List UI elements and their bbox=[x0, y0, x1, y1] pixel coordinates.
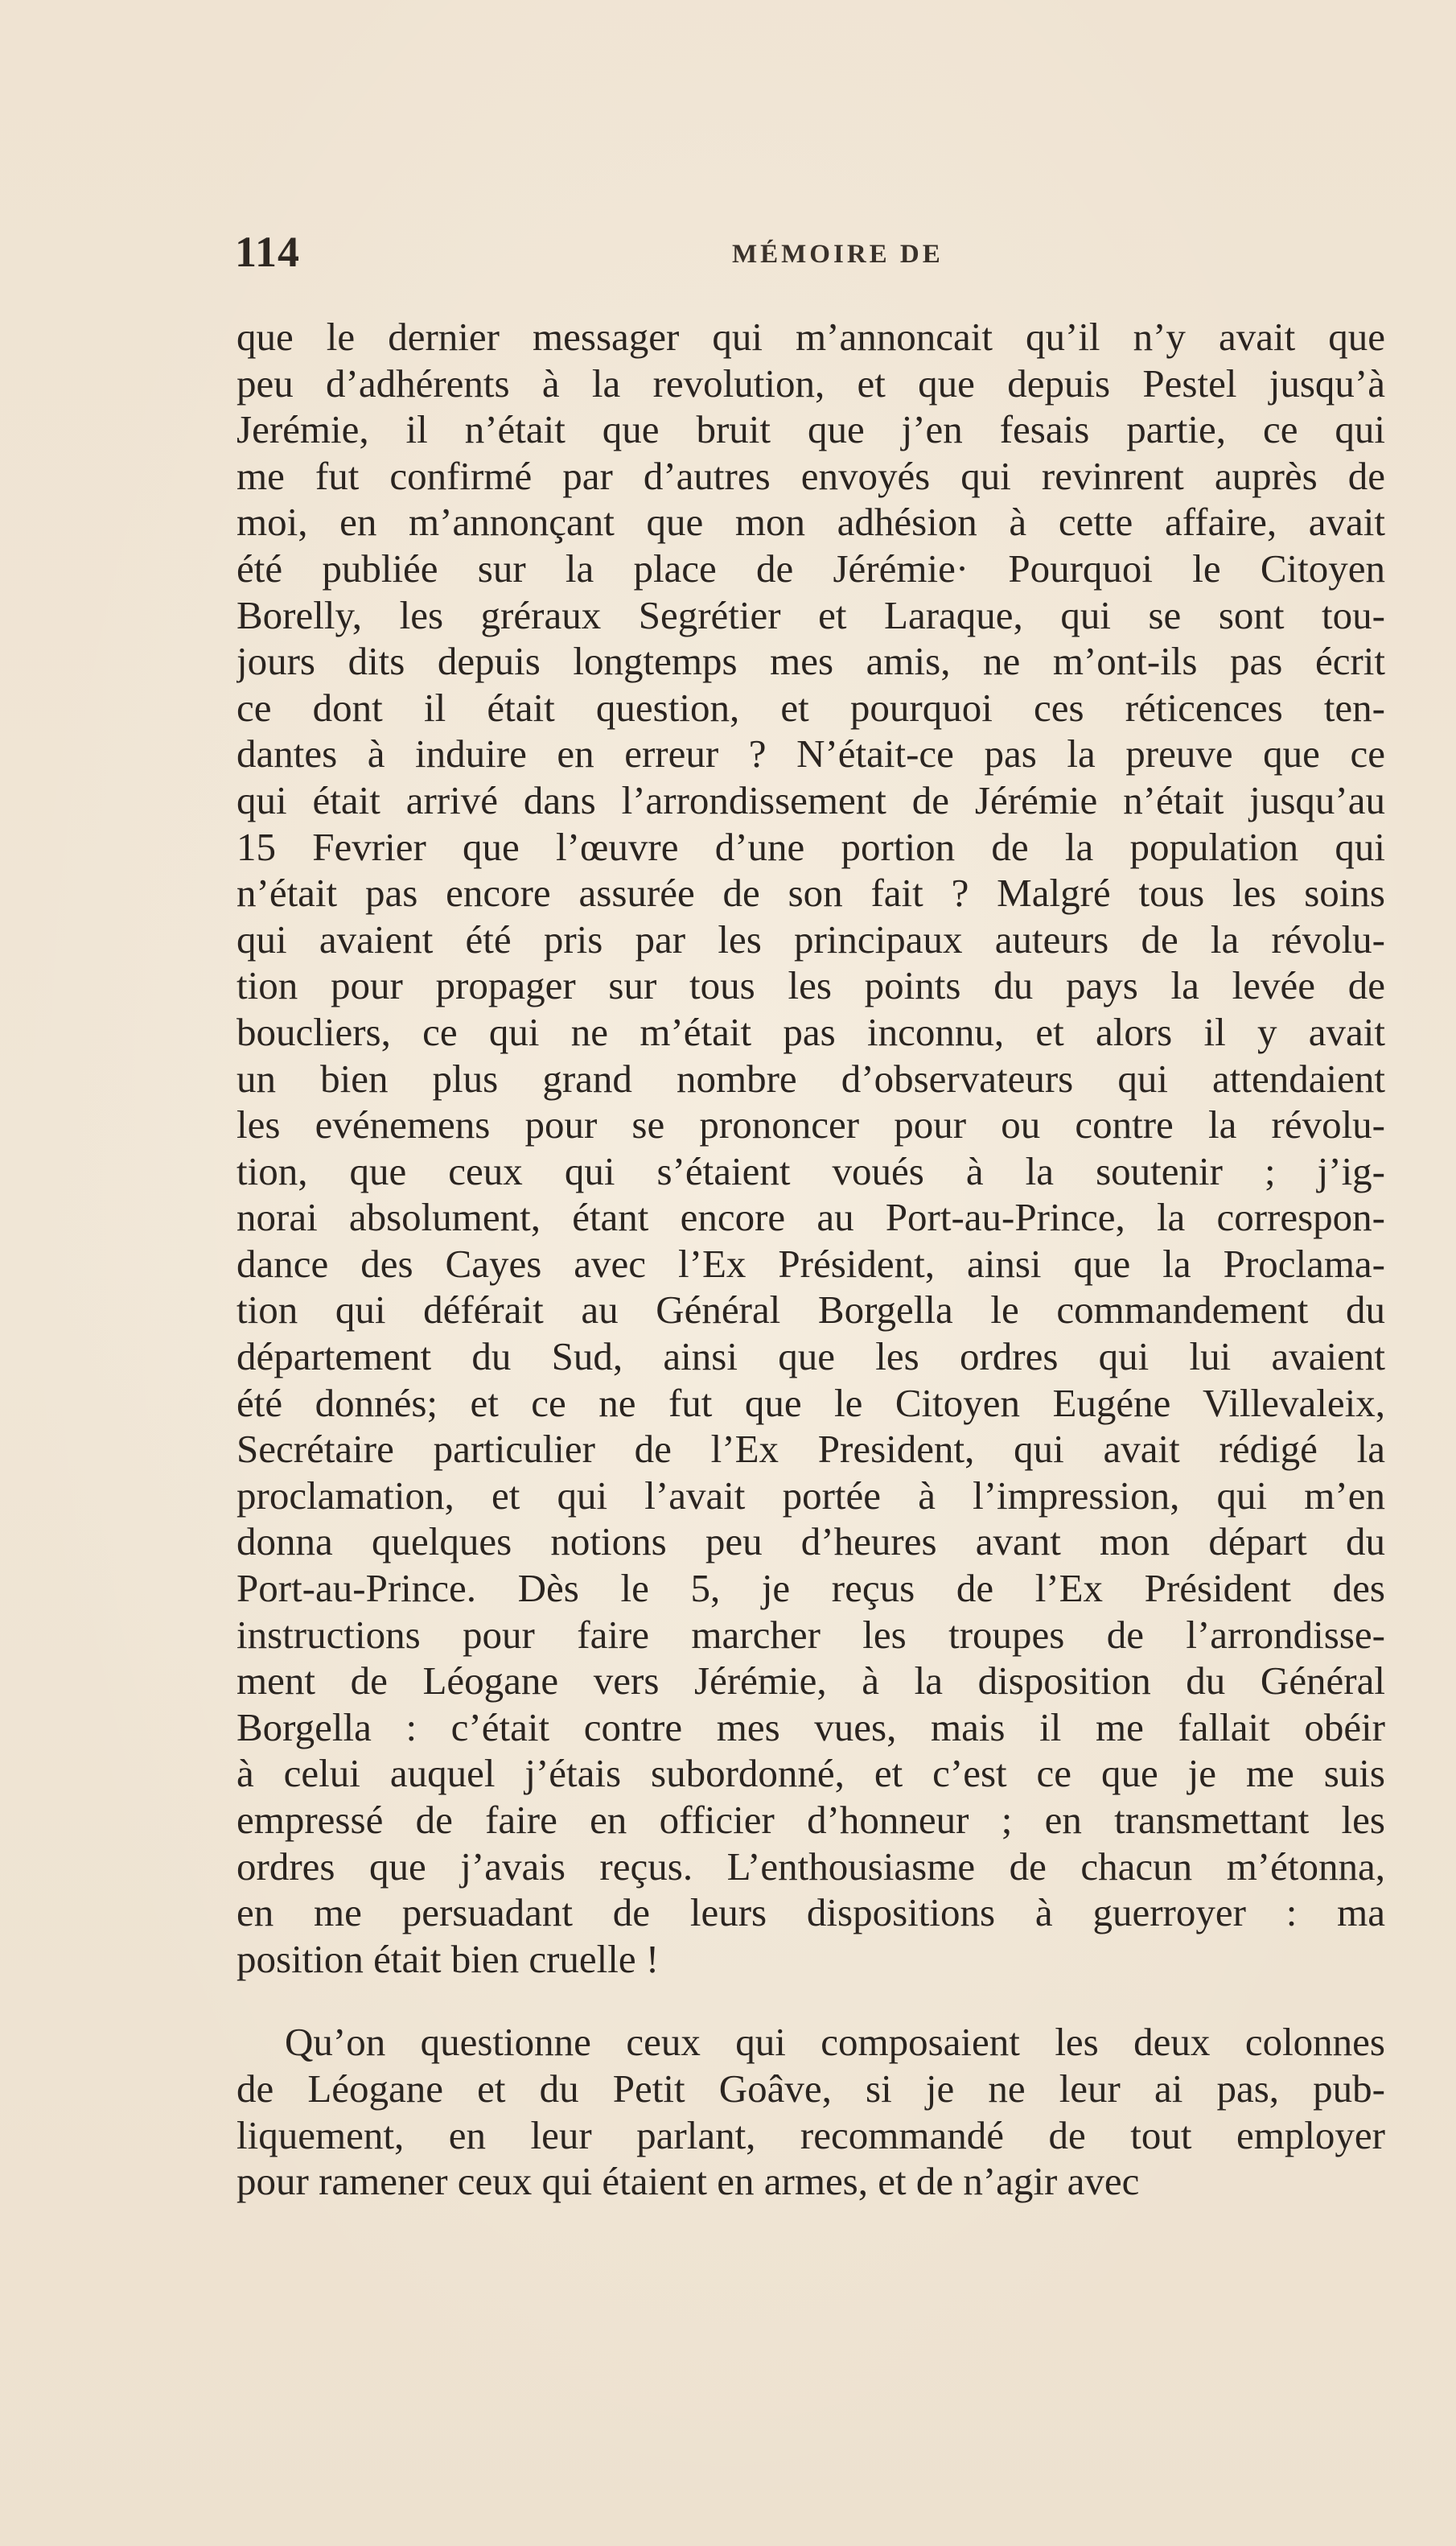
text-line: ment de Léogane vers Jérémie, à la disposition du Général bbox=[236, 1658, 1385, 1704]
text-line: dantes à induire en erreur ? N’était-ce pas la preuve que ce bbox=[236, 731, 1385, 777]
text-line: qui était arrivé dans l’arrondissement de Jérémie n’était jusqu’au bbox=[236, 777, 1385, 822]
text-line: ordres que j’avais reçus. L’enthousiasme de chacun m’étonna, bbox=[236, 1844, 1385, 1889]
page-number: 114 bbox=[235, 228, 301, 276]
text-line: moi, en m’annonçant que mon adhésion à cette affaire, avait bbox=[236, 500, 1385, 545]
text-line: Secrétaire particulier de l’Ex President, qui avait rédigé la bbox=[236, 1427, 1385, 1472]
text-line: instructions pour faire marcher les troupes de l’arrondisse- bbox=[236, 1612, 1385, 1657]
text-line: peu d’adhérents à la revolution, et que depuis Pestel jusqu’à bbox=[236, 360, 1385, 406]
text-line: liquement, en leur parlant, recommandé de tout employer bbox=[236, 2112, 1385, 2157]
text-line: de Léogane et du Petit Goâve, si je ne leur ai pas, pub- bbox=[236, 2066, 1385, 2111]
text-line: pour ramener ceux qui étaient en armes, et de n’agir avec bbox=[236, 2159, 1140, 2204]
text-line: à celui auquel j’étais subordonné, et c’est ce que je me suis bbox=[236, 1751, 1385, 1796]
text-line: dance des Cayes avec l’Ex Président, ainsi que la Proclama- bbox=[236, 1241, 1385, 1286]
text-line: tion pour propager sur tous les points du pays la levée de bbox=[236, 963, 1385, 1008]
text-line: que le dernier messager qui m’annoncait qu’il n’y avait que bbox=[236, 315, 1385, 359]
text-line: les evénemens pour se prononcer pour ou contre la révolu- bbox=[236, 1102, 1385, 1147]
text-line: Jerémie, il n’était que bruit que j’en fesais partie, ce qui bbox=[236, 407, 1385, 452]
paragraph-2 bbox=[236, 2019, 1385, 2204]
text-line: norai absolument, étant encore au Port-au-Prince, la correspon- bbox=[236, 1195, 1385, 1240]
text-line: Borgella : c’était contre mes vues, mais il me fallait obéir bbox=[236, 1704, 1385, 1749]
text-line: empressé de faire en officier d’honneur ; en transmettant les bbox=[236, 1798, 1385, 1842]
text-line: 15 Fevrier que l’œuvre d’une portion de la population qui bbox=[236, 824, 1385, 869]
text-line: jours dits depuis longtemps mes amis, ne m’ont-ils pas écrit bbox=[236, 639, 1385, 684]
text-line: position était bien cruelle ! bbox=[236, 1936, 660, 1981]
text-line: tion qui déférait au Général Borgella le commandement du bbox=[236, 1287, 1385, 1333]
text-line: département du Sud, ainsi que les ordres qui lui avaient bbox=[236, 1334, 1385, 1379]
text-line: ce dont il était question, et pourquoi ces réticences ten- bbox=[236, 685, 1385, 730]
paragraph-1 bbox=[236, 314, 1385, 1982]
text-line: n’était pas encore assurée de son fait ? Malgré tous les soins bbox=[236, 871, 1385, 916]
text-line: boucliers, ce qui ne m’était pas inconnu, et alors il y avait bbox=[236, 1009, 1385, 1054]
text-line: me fut confirmé par d’autres envoyés qui revinrent auprès de bbox=[236, 453, 1385, 498]
text-line: tion, que ceux qui s’étaient voués à la soutenir ; j’ig- bbox=[236, 1148, 1385, 1193]
text-line: proclamation, et qui l’avait portée à l’impression, qui m’en bbox=[236, 1473, 1385, 1518]
text-line: un bien plus grand nombre d’observateurs qui attendaient bbox=[236, 1056, 1385, 1101]
text-line: en me persuadant de leurs dispositions à guerroyer : ma bbox=[236, 1890, 1385, 1935]
text-line: Qu’on questionne ceux qui composaient les deux colonnes bbox=[285, 2020, 1385, 2065]
text-line: été donnés; et ce ne fut que le Citoyen Eugéne Villevaleix, bbox=[236, 1380, 1385, 1425]
body-text bbox=[236, 314, 1385, 2205]
text-line: Port-au-Prince. Dès le 5, je reçus de l’Ex Président des bbox=[236, 1566, 1385, 1611]
text-line: donna quelques notions peu d’heures avant mon départ du bbox=[236, 1519, 1385, 1564]
page-header bbox=[235, 227, 1385, 283]
text-line: été publiée sur la place de Jérémie· Pourquoi le Citoyen bbox=[236, 546, 1385, 591]
text-line: Borelly, les gréraux Segrétier et Laraque, qui se sont tou- bbox=[236, 592, 1385, 637]
running-head: MÉMOIRE DE bbox=[732, 240, 944, 269]
text-line: qui avaient été pris par les principaux auteurs de la révolu- bbox=[236, 917, 1385, 962]
